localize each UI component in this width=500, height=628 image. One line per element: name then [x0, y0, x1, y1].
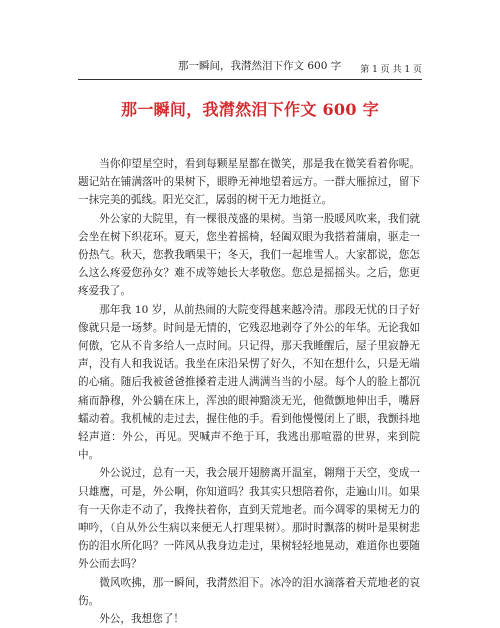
document-title: 那一瞬间，我潸然泪下作文 600 字 — [121, 100, 379, 119]
header-divider — [78, 79, 422, 80]
document-body — [78, 155, 420, 628]
paragraph: 当你仰望星空时，看到每颗星星都在微笑，那是我在微笑看着你呢。题记站在铺满落叶的果树下，眼睁无神地望着远方。一群大雁掠过，留下一抹完美的弧线。阳光交汇，孱弱的树干无力地挺立。 — [78, 158, 420, 207]
paragraph: 外公说过，总有一天，我会展开翅膀离开温室，翱翔于天空，变成一只雄鹰，可是，外公啊，你知道吗？我其实只想陪着你，走遍山川。如果有一天你走不动了，我搀扶着你，直到天荒地老。而今凋零的果树无力的呻吟，（自从外公生病以来便无人打理果树）。那时时飘落的树叶是果树悲伤的泪水所化吗？一阵风从我身边走过，果树轻轻地晃动，难道你也要随外公而去吗？ — [78, 467, 420, 571]
paragraph: 外公家的大院里，有一棵很茂盛的果树。当第一股暖风吹来，我们就会坐在树下织花环。夏天，您坐着摇椅，轻阖双眼为我搭着蒲扇，驱走一份热气。秋天，您教我晒果干；冬天，我们一起堆雪人。大家都说，您怎么这么疼爱您孙女？难不成等她长大孝敬您。您总是摇摇头。之后，您更疼爱我了。 — [78, 212, 420, 298]
running-header — [78, 58, 422, 74]
page-counter: 第 1 页 共 1 页 — [360, 65, 422, 75]
paragraph: 外公，我想您了！ — [99, 613, 184, 626]
paragraph: 那年我 10 岁，从前热闹的大院变得越来越冷清。那段无忧的日子好像就只是一场梦。时间是无情的，它残忍地剥夺了外公的年华。无论我如何傲，它从不肯多给人一点时间。只记得，那天我睡醒后，屋子里寂静无声，没有人和我说话。我坐在床沿呆愣了好久，不知在想什么，只是无端的心痛。随后我被爸爸推搡着走进人满满当当的小屋。每个人的脸上都沉痛而静穆，外公躺在床上，浑浊的眼神黯淡无光，他微颤地伸出手，嘴唇蠕动着。我机械的走过去，握住他的手。看到他慢慢闭上了眼，我颤抖地轻声道：外公，再见。哭喊声不绝于耳，我逃出那喧嚣的世界，来到院中。 — [78, 303, 420, 462]
running-header-title: 那一瞬间，我潸然泪下作文 600 字 — [178, 60, 342, 72]
paragraph: 微风吹拂，那一瞬间，我潸然泪下。冰冷的泪水滴落着天荒地老的哀伤。 — [78, 576, 420, 607]
